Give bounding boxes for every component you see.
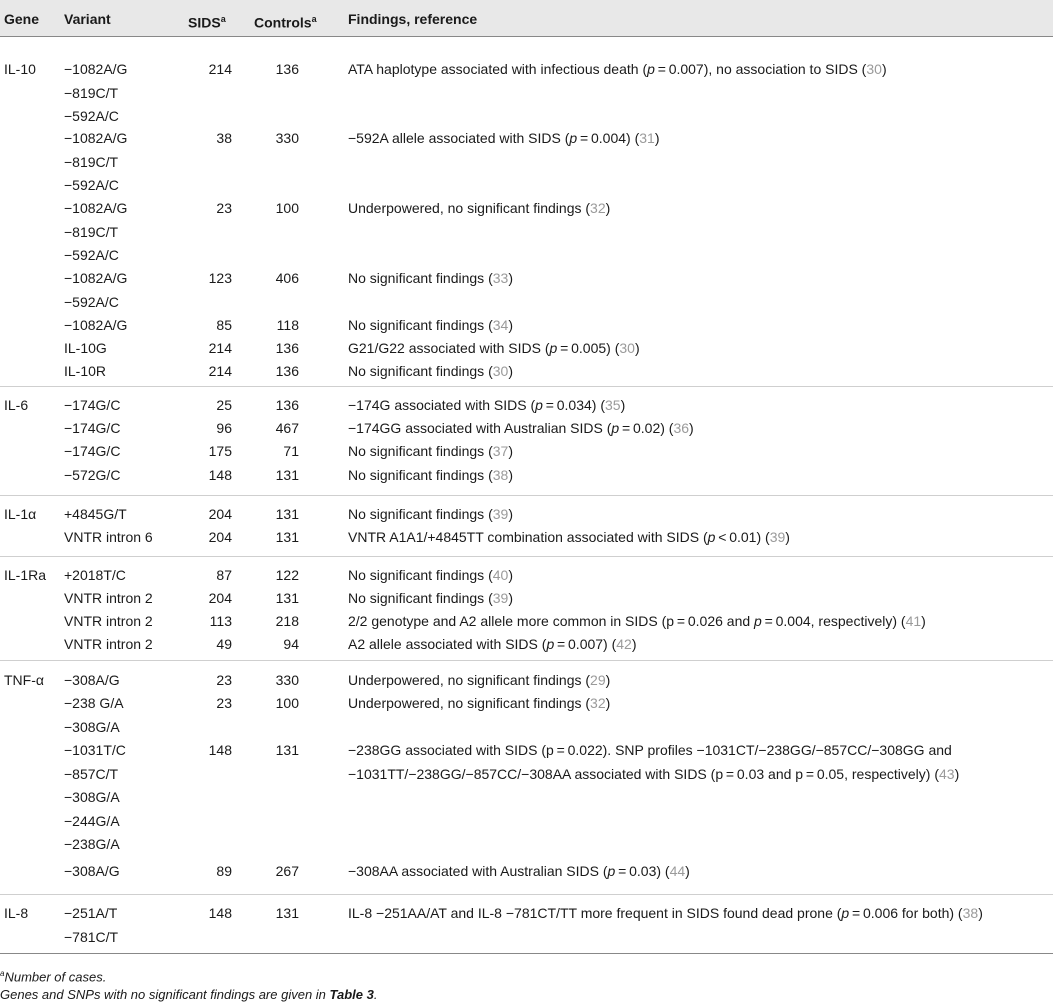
- reference-link[interactable]: 31: [639, 130, 655, 146]
- findings-cell: [348, 339, 640, 357]
- reference-link[interactable]: 40: [492, 567, 509, 583]
- table-header-bar: [0, 0, 1053, 37]
- variant-cell: −572G/C: [64, 467, 121, 483]
- reference-link[interactable]: 32: [590, 200, 606, 216]
- reference-close-paren: ): [685, 863, 690, 879]
- variant-cell: IL-10G: [64, 340, 107, 356]
- header-sids-sup: a: [220, 14, 226, 24]
- findings-cell: [348, 694, 610, 712]
- findings-text: A2 allele associated with SIDS (: [348, 636, 547, 652]
- p-symbol: p: [569, 130, 578, 146]
- findings-text-tail: = 0.03) (: [615, 863, 670, 879]
- findings-text-tail: = 0.006 for both) (: [849, 905, 963, 921]
- reference-link[interactable]: 41: [905, 613, 922, 629]
- reference-link[interactable]: 36: [673, 420, 690, 436]
- reference-link[interactable]: 42: [616, 636, 632, 652]
- reference-close-paren: ): [954, 765, 960, 782]
- sids-count: 23: [216, 200, 232, 216]
- variant-cell: −174G/C: [64, 443, 121, 459]
- reference-close-paren: ): [654, 130, 660, 146]
- reference-close-paren: ): [508, 443, 513, 459]
- reference-close-paren: ): [508, 467, 513, 483]
- findings-text-tail: = 0.02) (: [619, 420, 674, 436]
- findings-text: No significant findings (: [348, 270, 493, 286]
- gene-cell: IL-8: [4, 905, 29, 921]
- controls-count: 136: [275, 340, 299, 356]
- variant-cell: −781C/T: [64, 928, 119, 945]
- reference-link[interactable]: 33: [492, 270, 509, 286]
- reference-link[interactable]: 39: [492, 590, 509, 606]
- reference-link[interactable]: 37: [492, 443, 509, 459]
- reference-close-paren: ): [689, 420, 694, 436]
- variant-cell: −1082A/G: [64, 317, 128, 333]
- sids-count: 148: [208, 905, 232, 921]
- findings-text: No significant findings (: [348, 590, 493, 606]
- reference-link[interactable]: 29: [590, 672, 606, 688]
- findings-text-tail: < 0.01) (: [715, 529, 770, 545]
- reference-close-paren: ): [881, 61, 887, 77]
- reference-close-paren: ): [508, 506, 513, 522]
- header-gene: Gene: [4, 11, 40, 27]
- reference-link[interactable]: 39: [492, 506, 509, 522]
- findings-text: VNTR A1A1/+4845TT combination associated with SIDS (: [348, 529, 708, 545]
- reference-close-paren: ): [605, 695, 611, 711]
- footnote-note: [0, 987, 377, 1003]
- sids-count: 148: [208, 467, 232, 483]
- variant-cell: −1082A/G: [64, 130, 128, 146]
- reference-close-paren: ): [508, 270, 513, 286]
- findings-cell: [348, 419, 694, 437]
- findings-text-tail: = 0.004, respectively) (: [761, 613, 906, 629]
- variant-cell: −251A/T: [64, 905, 118, 921]
- variant-cell: −244G/A: [64, 812, 120, 829]
- findings-text: IL-8 −251AA/AT and IL-8 −781CT/TT more frequent in SIDS found dead prone (: [348, 905, 842, 921]
- controls-count: 136: [275, 363, 299, 379]
- findings-cell: [348, 60, 887, 78]
- reference-link[interactable]: 30: [619, 340, 635, 356]
- findings-text: −592A allele associated with SIDS (: [348, 130, 570, 146]
- findings-cell: [348, 505, 513, 523]
- p-symbol: p: [707, 529, 716, 545]
- p-symbol: p: [535, 397, 543, 413]
- group-separator: [0, 660, 1053, 661]
- variant-cell: −1031T/C: [64, 742, 126, 758]
- reference-link[interactable]: 34: [492, 317, 509, 333]
- p-symbol: p: [647, 61, 655, 77]
- variant-cell: −308A/G: [64, 672, 120, 688]
- controls-count: 330: [275, 130, 299, 146]
- p-symbol: p: [549, 340, 558, 356]
- variant-cell: −308G/A: [64, 718, 120, 735]
- gene-cell: IL-1Ra: [4, 567, 47, 583]
- header-sids-label: SIDS: [188, 14, 221, 31]
- reference-link[interactable]: 32: [590, 695, 606, 711]
- findings-text: −1031TT/−238GG/−857CC/−308AA associated with SIDS (p = 0.03 and p = 0.05, respectively) (: [348, 765, 940, 782]
- reference-close-paren: ): [605, 200, 611, 216]
- findings-text: ATA haplotype associated with infectious death (: [348, 61, 648, 77]
- findings-text-tail: = 0.004) (: [577, 130, 640, 146]
- reference-link[interactable]: 38: [962, 905, 979, 921]
- findings-cell: [348, 671, 610, 689]
- header-variant: Variant: [64, 11, 111, 27]
- reference-link[interactable]: 43: [939, 765, 955, 782]
- findings-text: No significant findings (: [348, 506, 493, 522]
- variant-cell: −857C/T: [64, 765, 119, 782]
- controls-count: 136: [275, 397, 299, 413]
- footnote-note-prefix: Genes and SNPs with no significant findings are given in: [0, 987, 330, 1002]
- reference-link[interactable]: 38: [492, 467, 509, 483]
- variant-cell: −1082A/G: [64, 61, 128, 77]
- variant-cell: −238 G/A: [64, 695, 124, 711]
- findings-text-tail: = 0.034) (: [542, 397, 605, 413]
- group-separator: [0, 495, 1053, 496]
- findings-cell: [348, 566, 513, 584]
- findings-cell: [348, 528, 790, 546]
- sids-count: 87: [216, 567, 232, 583]
- controls-count: 330: [275, 672, 299, 688]
- reference-link[interactable]: 39: [769, 529, 786, 545]
- findings-cell: [348, 904, 983, 922]
- findings-text: −238GG associated with SIDS (p = 0.022). SNP profiles −1031CT/−238GG/−857CC/−308GG and: [348, 742, 952, 758]
- findings-cell: [348, 199, 610, 217]
- variant-cell: −819C/T: [64, 153, 119, 170]
- variant-cell: −592A/C: [64, 108, 119, 125]
- reference-link[interactable]: 35: [604, 397, 621, 413]
- sids-count: 204: [208, 529, 232, 545]
- controls-count: 131: [275, 590, 299, 606]
- controls-count: 100: [275, 200, 299, 216]
- variant-cell: −308G/A: [64, 789, 120, 806]
- findings-text: 2/2 genotype and A2 allele more common in SIDS (p = 0.026 and: [348, 613, 755, 629]
- p-symbol: p: [611, 420, 620, 436]
- group-separator: [0, 386, 1053, 387]
- sids-count: 96: [216, 420, 232, 436]
- controls-count: 131: [275, 742, 299, 758]
- p-symbol: p: [546, 636, 555, 652]
- reference-close-paren: ): [605, 672, 611, 688]
- findings-text: No significant findings (: [348, 317, 493, 333]
- header-controls: [254, 10, 317, 32]
- findings-cell: [348, 129, 659, 147]
- findings-text-tail: = 0.005) (: [557, 340, 620, 356]
- variant-cell: +2018T/C: [64, 567, 126, 583]
- p-symbol: p: [841, 905, 850, 921]
- variant-cell: −308A/G: [64, 863, 120, 879]
- reference-close-paren: ): [978, 905, 983, 921]
- controls-count: 131: [275, 529, 299, 545]
- variant-cell: −174G/C: [64, 397, 121, 413]
- findings-text-tail: = 0.007), no association to SIDS (: [654, 61, 867, 77]
- reference-link[interactable]: 30: [492, 363, 509, 379]
- reference-close-paren: ): [620, 397, 626, 413]
- controls-count: 131: [275, 905, 299, 921]
- sids-count: 38: [216, 130, 232, 146]
- findings-cell: [348, 316, 513, 334]
- header-controls-sup: a: [311, 14, 317, 24]
- variant-cell: VNTR intron 2: [64, 590, 153, 606]
- findings-text: No significant findings (: [348, 443, 493, 459]
- variant-cell: −819C/T: [64, 84, 119, 101]
- reference-close-paren: ): [785, 529, 790, 545]
- findings-cell: [348, 396, 625, 414]
- footnote-a: [0, 966, 106, 985]
- variant-cell: −592A/C: [64, 177, 119, 194]
- sids-count: 204: [208, 590, 232, 606]
- findings-text: Underpowered, no significant findings (: [348, 200, 591, 216]
- group-separator: [0, 556, 1053, 557]
- sids-count: 175: [208, 443, 232, 459]
- variant-cell: −592A/C: [64, 247, 119, 264]
- controls-count: 218: [275, 613, 299, 629]
- findings-cell: [348, 862, 690, 880]
- sids-count: 113: [209, 613, 232, 629]
- reference-close-paren: ): [921, 613, 926, 629]
- findings-cell-line2: [348, 765, 959, 783]
- findings-cell: [348, 741, 952, 759]
- findings-cell: [348, 269, 513, 287]
- variant-cell: VNTR intron 2: [64, 636, 153, 652]
- footnote-note-suffix: .: [373, 987, 378, 1002]
- controls-count: 467: [275, 420, 299, 436]
- gene-cell: TNF-α: [4, 672, 44, 688]
- reference-close-paren: ): [508, 317, 513, 333]
- findings-text: −174G associated with SIDS (: [348, 397, 536, 413]
- sids-count: 85: [216, 317, 232, 333]
- table-bottom-rule: [0, 953, 1053, 954]
- controls-count: 71: [283, 443, 299, 459]
- controls-count: 100: [275, 695, 299, 711]
- p-symbol: p: [607, 863, 616, 879]
- footnote-a-sup: a: [0, 969, 5, 978]
- sids-count: 214: [208, 363, 232, 379]
- sids-count: 89: [216, 863, 232, 879]
- controls-count: 267: [275, 863, 299, 879]
- controls-count: 131: [275, 467, 299, 483]
- sids-count: 123: [208, 270, 232, 286]
- variant-cell: −1082A/G: [64, 270, 128, 286]
- sids-count: 25: [216, 397, 232, 413]
- sids-count: 148: [208, 742, 232, 758]
- sids-count: 49: [216, 636, 232, 652]
- controls-count: 406: [275, 270, 299, 286]
- sids-count: 214: [208, 340, 232, 356]
- findings-text-tail: = 0.007) (: [554, 636, 617, 652]
- findings-cell: [348, 589, 513, 607]
- reference-link[interactable]: 44: [669, 863, 686, 879]
- findings-text: No significant findings (: [348, 567, 493, 583]
- p-symbol: p: [754, 613, 762, 629]
- footnote-a-text: Number of cases.: [4, 969, 107, 985]
- variant-cell: −1082A/G: [64, 200, 128, 216]
- findings-cell: [348, 612, 926, 630]
- variant-cell: VNTR intron 6: [64, 529, 153, 545]
- group-separator: [0, 894, 1053, 895]
- variant-cell: −592A/C: [64, 293, 119, 310]
- findings-text: −174GG associated with Australian SIDS (: [348, 420, 612, 436]
- findings-cell: [348, 466, 513, 484]
- variant-cell: VNTR intron 2: [64, 613, 153, 629]
- findings-cell: [348, 635, 637, 653]
- variant-cell: −819C/T: [64, 223, 119, 240]
- reference-close-paren: ): [508, 363, 513, 379]
- sids-count: 214: [208, 61, 232, 77]
- gene-cell: IL-1α: [4, 506, 37, 522]
- header-sids: [188, 10, 226, 32]
- sids-count: 204: [208, 506, 232, 522]
- controls-count: 122: [275, 567, 299, 583]
- gene-cell: IL-10: [4, 61, 36, 77]
- variant-cell: IL-10R: [64, 363, 107, 379]
- reference-close-paren: ): [634, 340, 640, 356]
- header-controls-label: Controls: [254, 14, 312, 31]
- findings-cell: [348, 442, 513, 460]
- findings-cell: [348, 362, 513, 380]
- findings-text: No significant findings (: [348, 363, 493, 379]
- findings-text: Underpowered, no significant findings (: [348, 672, 591, 688]
- reference-close-paren: ): [508, 567, 513, 583]
- sids-count: 23: [216, 672, 232, 688]
- reference-link[interactable]: 30: [866, 61, 882, 77]
- controls-count: 136: [275, 61, 299, 77]
- controls-count: 118: [276, 317, 299, 333]
- header-findings: Findings, reference: [348, 11, 478, 27]
- sids-count: 23: [216, 695, 232, 711]
- gene-cell: IL-6: [4, 397, 29, 413]
- controls-count: 131: [275, 506, 299, 522]
- findings-text: Underpowered, no significant findings (: [348, 695, 591, 711]
- reference-close-paren: ): [631, 636, 637, 652]
- controls-count: 94: [283, 636, 299, 652]
- table-3-link[interactable]: Table 3: [329, 987, 374, 1002]
- findings-text: No significant findings (: [348, 467, 493, 483]
- reference-close-paren: ): [508, 590, 513, 606]
- variant-cell: −238G/A: [64, 836, 120, 853]
- findings-text: −308AA associated with Australian SIDS (: [348, 863, 608, 879]
- findings-text: G21/G22 associated with SIDS (: [348, 340, 550, 356]
- variant-cell: +4845G/T: [64, 506, 127, 522]
- variant-cell: −174G/C: [64, 420, 121, 436]
